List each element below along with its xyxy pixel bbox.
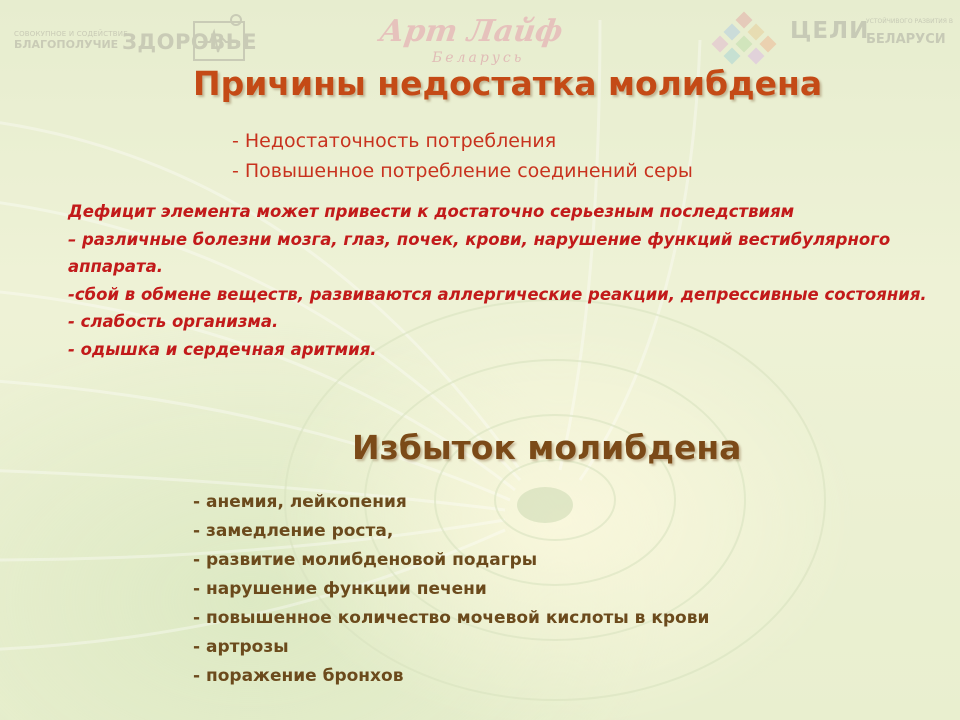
excess-item: - артрозы: [193, 637, 289, 657]
logo-zdorovie-word: ЗДОРОВЬЕ: [122, 30, 258, 54]
logo-strip: [0, 4, 960, 68]
logo-sdg-small: УСТОЙЧИВОГО РАЗВИТИЯ В: [866, 18, 953, 25]
heartbeat-emblem-icon: [188, 12, 252, 64]
logo-sdg-country: БЕЛАРУСИ: [866, 32, 946, 47]
deficit-line: -сбой в обмене веществ, развиваются аллергические реакции, депрессивные состояния.: [68, 284, 927, 304]
deficit-line: Дефицит элемента может привести к достаточно серьезным последствиям: [68, 202, 795, 221]
logo-zdorovie: [14, 30, 258, 54]
excess-list: [193, 488, 709, 691]
deficit-line: – различные болезни мозга, глаз, почек, крови, нарушение функций вестибулярного аппарата.: [68, 229, 891, 276]
logo-sdg-word: ЦЕЛИ: [790, 18, 870, 44]
logo-art-life-sub: Беларусь: [432, 50, 525, 66]
title-causes: Причины недостатка молибдена: [193, 64, 823, 103]
cause-item: - Недостаточность потребления: [232, 130, 557, 152]
sdg-diamond-icon: [708, 10, 788, 72]
deficit-line: - слабость организма.: [68, 312, 279, 331]
excess-item: - развитие молибденовой подагры: [193, 550, 538, 570]
deficit-text: [68, 198, 938, 363]
causes-list: [232, 126, 693, 186]
logo-sdg-belarus: [790, 18, 953, 47]
excess-item: - нарушение функции печени: [193, 579, 487, 599]
logo-zdorovie-small-line-2: БЛАГОПОЛУЧИЕ: [14, 38, 119, 51]
excess-item: - поражение бронхов: [193, 666, 404, 686]
logo-art-life: Арт Лайф: [377, 14, 565, 49]
title-excess: Избыток молибдена: [352, 428, 742, 467]
cause-item: - Повышенное потребление соединений серы: [232, 160, 693, 182]
logo-zdorovie-small-line-1: СОВОКУПНОЕ И СОДЕЙСТВИЕ: [14, 30, 128, 38]
excess-item: - анемия, лейкопения: [193, 492, 407, 512]
excess-item: - повышенное количество мочевой кислоты в крови: [193, 608, 710, 628]
deficit-line: - одышка и сердечная аритмия.: [68, 339, 377, 359]
excess-item: - замедление роста,: [193, 521, 394, 541]
